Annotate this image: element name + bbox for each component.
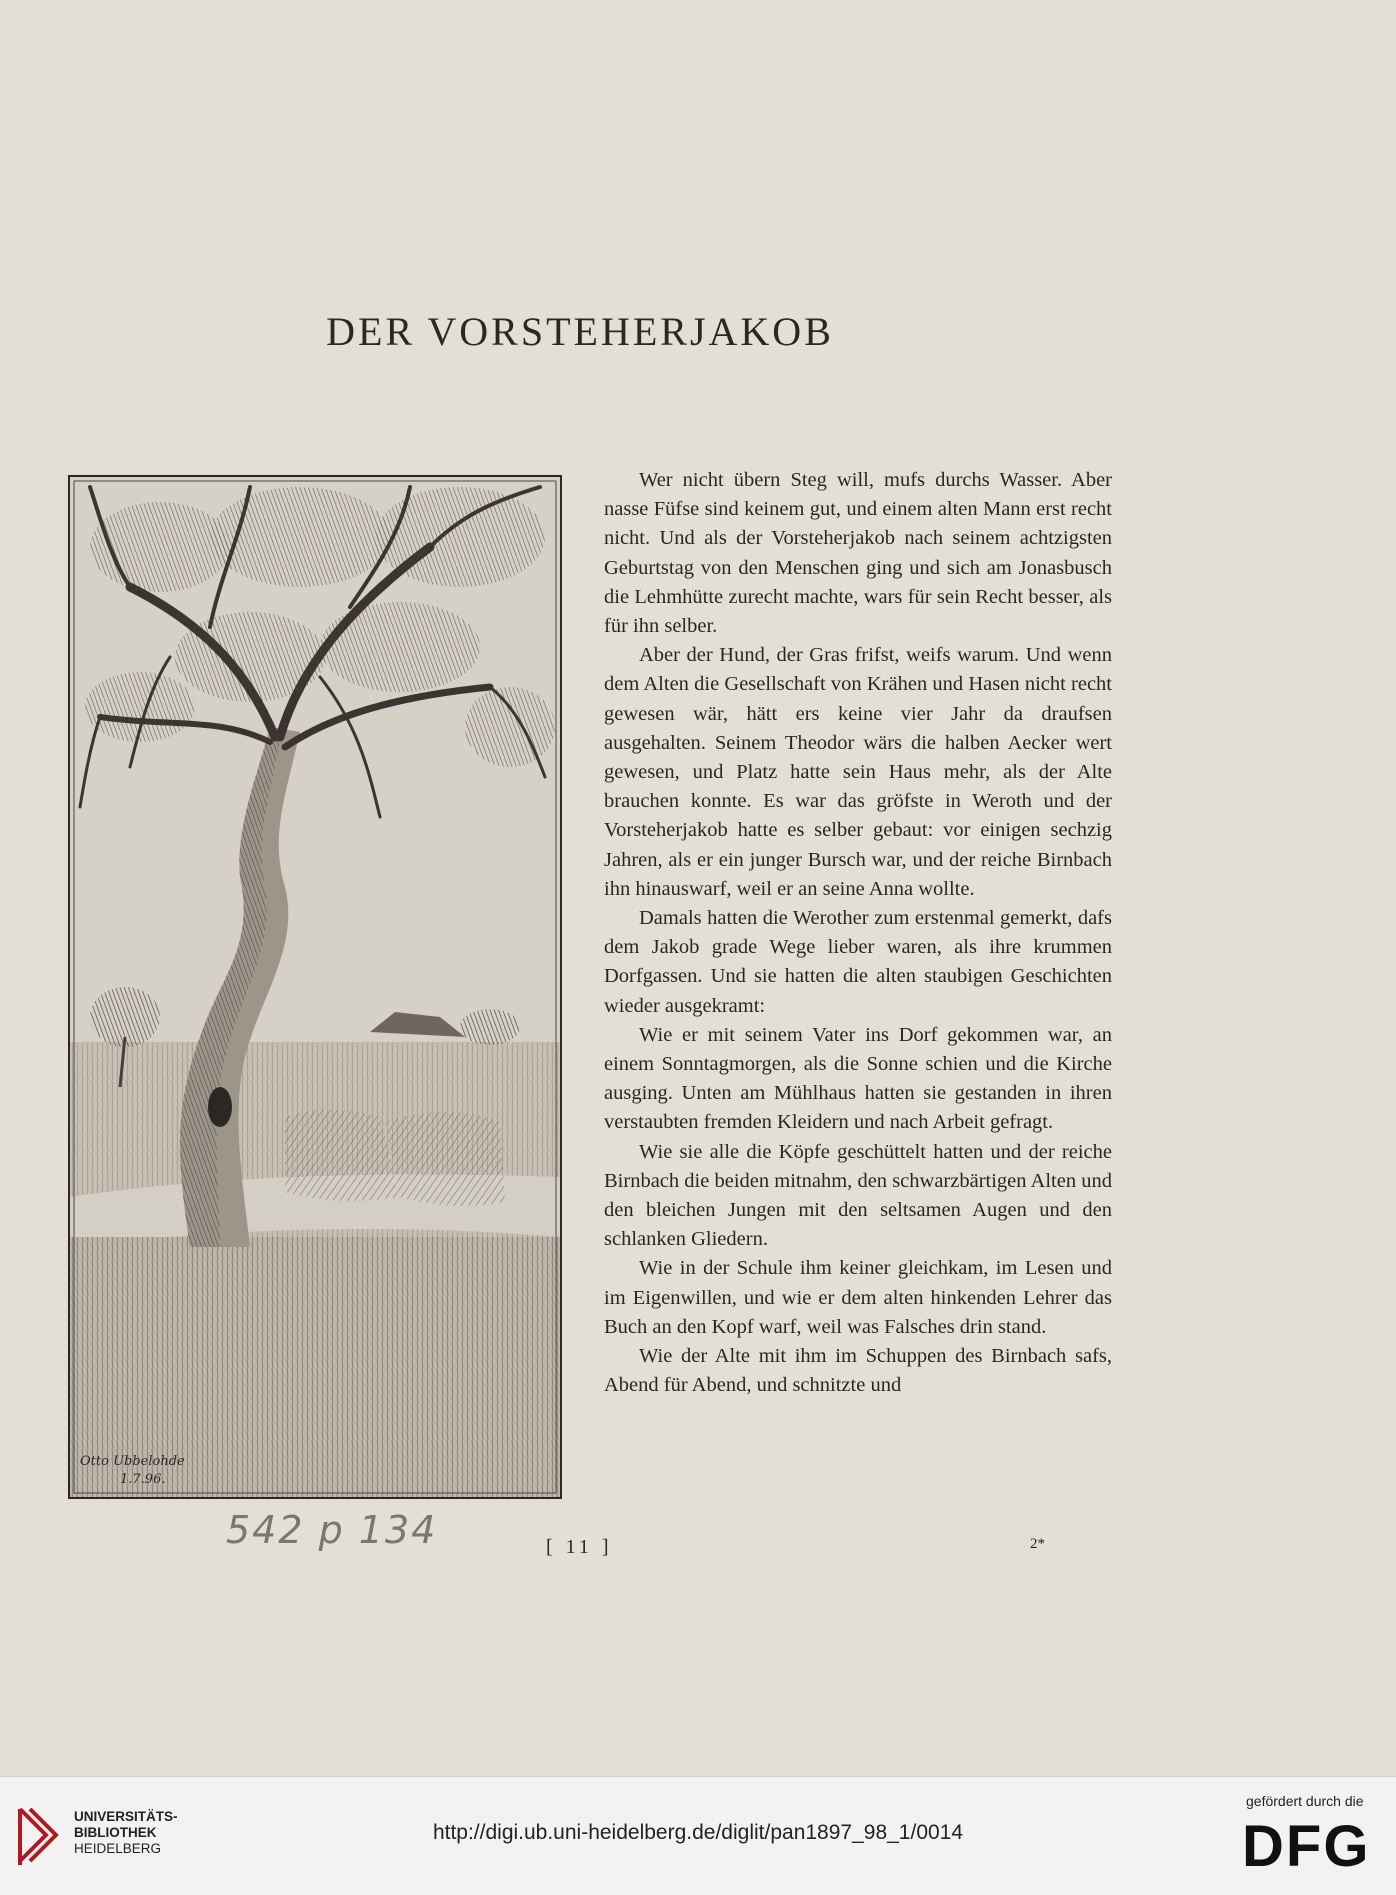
paragraph: Damals hatten die Werother zum erstenmal gemerkt, dafs dem Jakob grade Wege lieber waren, als ihre krummen Dorfgassen. Und sie hatten die alten staubigen Geschichten wieder ausgekramt: [604, 907, 1112, 1017]
paragraph: Wie er mit seinem Vater ins Dorf gekommen war, an einem Sonntagmorgen, als die Sonne schien und die Kirche ausging. Unten am Mühlhaus hatten sie gestanden in ihren verstaubten fremden Kleidern und nach Arbeit gefragt. [604, 1023, 1112, 1134]
page-number: [ 11 ] [546, 1536, 613, 1558]
dfg-logo[interactable]: DFG [1242, 1814, 1371, 1879]
paragraph: Wie sie alle die Köpfe geschüttelt hatten und der reiche Birnbach die beiden mitnahm, den schwarzbärtigen Alten und den bleichen Jungen mit den seltsamen Augen und den schlanken Gliedern. [604, 1140, 1112, 1251]
artist-signature [80, 1453, 185, 1489]
paragraph: Aber der Hund, der Gras frifst, weifs warum. Und wenn dem Alten die Gesellschaft von Krähen und Hasen nicht recht gewesen wär, hätt ers keine vier Jahr da draufsen ausgehalten. Seinem Theodor wärs die halben Aecker wert gewesen, und Platz hatte sein Haus mehr, als der Alte brauchen konnte. Es war das gröfste in Weroth und der Vorsteherjakob hatte es selber gebaut: vor einigen sechzig Jahren, als er ein junger Bursch war, und der reiche Birnbach ihn hinauswarf, weil er an seine Anna wollte. [604, 644, 1112, 900]
body-text [604, 466, 1112, 1401]
funding-caption: gefördert durch die [1246, 1793, 1364, 1809]
signature-date: 1.7.96. [120, 1472, 166, 1487]
pencil-shelfmark: 542 p 134 [226, 1508, 438, 1552]
tree-illustration [68, 475, 562, 1499]
library-line-2: BIBLIOTHEK [74, 1825, 157, 1840]
library-line-3: HEIDELBERG [74, 1841, 162, 1856]
viewer-footer [0, 1776, 1396, 1895]
page-title: DER VORSTEHERJAKOB [326, 309, 834, 354]
paragraph: Wie der Alte mit ihm im Schuppen des Birnbach safs, Abend für Abend, und schnitzte und [604, 1345, 1112, 1397]
signature-name: Otto Ubbelohde [80, 1454, 185, 1469]
library-line-1: UNIVERSITÄTS- [74, 1809, 178, 1824]
paragraph: Wer nicht übern Steg will, mufs durchs Wasser. Aber nasse Füfse sind keinem gut, und einem alten Mann erst recht nicht. Und als der Vorsteherjakob nach seinem achtzigsten Geburtstag von den Menschen ging und sich am Jonasbusch die Lehmhütte zurecht machte, wars für sein Recht besser, als für ihn selber. [604, 469, 1112, 638]
tree-drawing [70, 477, 560, 1497]
signature-mark: 2* [1030, 1536, 1045, 1552]
permalink-url[interactable]: http://digi.ub.uni-heidelberg.de/diglit/pan1897_98_1/0014 [432, 1821, 964, 1844]
paragraph: Wie in der Schule ihm keiner gleichkam, im Lesen und im Eigenwillen, und wie er dem alten hinkenden Lehrer das Buch an den Kopf warf, weil was Falsches drin stand. [604, 1257, 1112, 1338]
